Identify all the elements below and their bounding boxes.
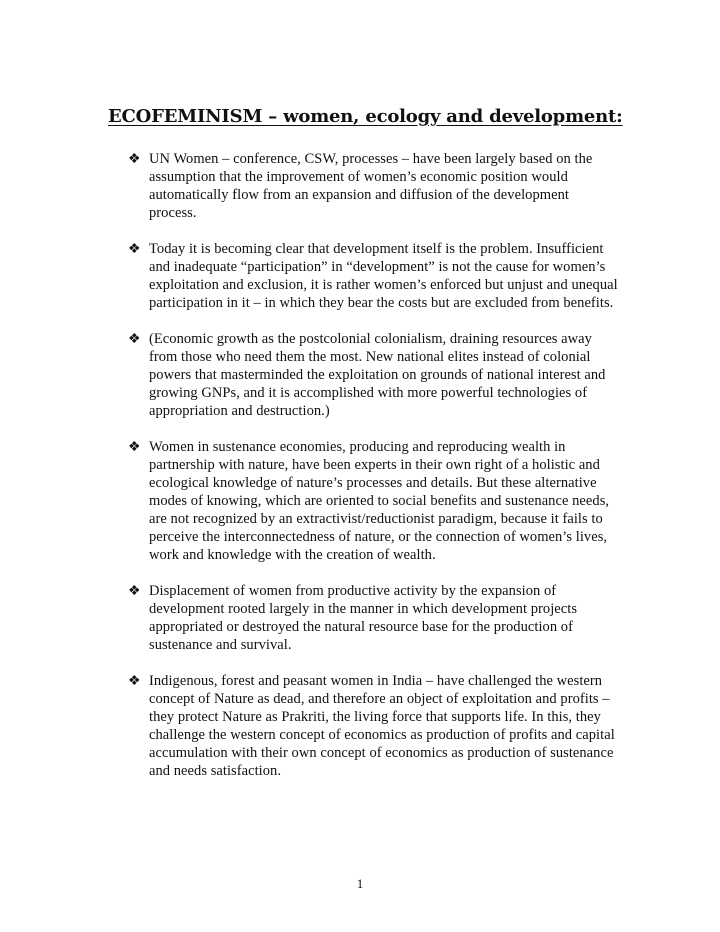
bullet-text: Today it is becoming clear that development itself is the problem. Insufficient and inadequate “participation” in “development” is not the cause for women’s exploitation and exclusion, it is rather women’s enforced but unjust and unequal participation in it – in which they bear the costs but are excluded from benefits. — [149, 241, 618, 311]
list-item — [128, 240, 618, 312]
bullet-text: Indigenous, forest and peasant women in India – have challenged the western concept of Nature as dead, and therefore an object of exploitation and profits – they protect Nature as Prakriti, the living force that supports life. In this, they challenge the western concept of economics as production of profits and capital accumulation with their own concept of economics as production of sustenance and needs satisfaction. — [149, 673, 615, 779]
bullet-text: (Economic growth as the postcolonial colonialism, draining resources away from those who need them the most. New national elites instead of colonial powers that masterminded the exploitation on grounds of national interest and growing GNPs, and it is accomplished with more powerful technologies of appropriation and destruction.) — [149, 331, 606, 419]
bullet-text: Women in sustenance economies, producing and reproducing wealth in partnership with nature, have been experts in their own right of a holistic and ecological knowledge of nature’s processes and details. But these alternative modes of knowing, which are oriented to social benefits and sustenance needs, are not recognized by an extractivist/reductionist paradigm, because it fails to perceive the interconnectedness of nature, or the connection of women’s lives, work and knowledge with the creation of wealth. — [149, 439, 610, 563]
bullet-text: UN Women – conference, CSW, processes – have been largely based on the assumption that the improvement of women’s economic position would automatically flow from an expansion and diffusion of the development process. — [149, 151, 593, 221]
four-diamond-bullet-icon: ❖ — [128, 151, 141, 167]
four-diamond-bullet-icon: ❖ — [128, 241, 141, 257]
list-item — [128, 672, 618, 780]
list-item — [128, 330, 618, 420]
list-item — [128, 582, 618, 654]
document-title: ECOFEMINISM – women, ecology and development: — [108, 106, 623, 127]
list-item — [128, 150, 618, 222]
list-item — [128, 438, 618, 564]
four-diamond-bullet-icon: ❖ — [128, 439, 141, 455]
page-number: 1 — [356, 876, 364, 891]
bullet-list — [128, 150, 618, 798]
four-diamond-bullet-icon: ❖ — [128, 583, 141, 599]
bullet-text: Displacement of women from productive activity by the expansion of development rooted largely in the manner in which development projects appropriated or destroyed the natural resource base for the production of sustenance and survival. — [149, 583, 578, 653]
four-diamond-bullet-icon: ❖ — [128, 331, 141, 347]
four-diamond-bullet-icon: ❖ — [128, 673, 141, 689]
